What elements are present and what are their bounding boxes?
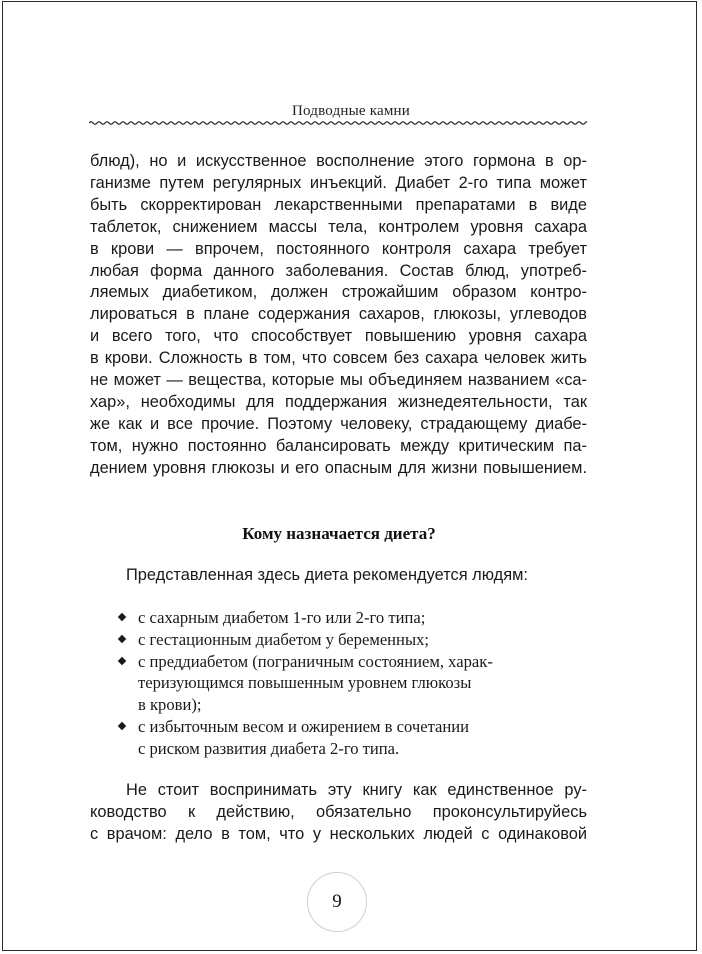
diamond-bullet-icon — [118, 635, 126, 643]
text-line: в крови — впрочем, постоянного контроля сахара требует — [90, 239, 587, 258]
text-line: Не стоит воспринимать эту книгу как единственное ру- — [126, 781, 587, 799]
page-number: 9 — [307, 872, 367, 932]
text-line: не может — вещества, которые мы объединяем названием «са- — [90, 371, 587, 390]
diamond-bullet-icon — [118, 722, 126, 730]
text-line: и всего того, что способствует повышению уровня сахара — [90, 327, 587, 346]
text-line: том, нужно постоянно балансировать между критическим па- — [90, 436, 587, 455]
text-line: ганизме путем регулярных инъекций. Диабет 2-го типа может — [90, 173, 587, 192]
running-head-title: Подводные камни — [292, 103, 410, 119]
text-line: в крови. Сложность в том, что совсем без сахара человек жить — [90, 349, 587, 368]
text-line: любая форма данного заболевания. Состав блюд, употреб- — [90, 261, 587, 280]
text-line: быть скорректирован лекарственными препаратами в виде — [90, 195, 587, 214]
text-line: ляемых диабетиком, должен строжайшим образом контро- — [90, 283, 587, 302]
text-line: же как и все прочие. Поэтому человеку, страдающему диабе- — [90, 414, 587, 433]
list-item-line: теризующимся повышенным уровнем глюкозы — [138, 673, 472, 693]
text-line: ководство к действию, обязательно проконсультируйесь — [90, 802, 587, 821]
list-item-line: с гестационным диабетом у беременных; — [138, 629, 429, 649]
diamond-bullet-icon — [118, 656, 126, 664]
list-item — [118, 607, 598, 629]
text-line: хар», необходимы для поддержания жизнедеятельности, так — [90, 392, 587, 411]
text-line: блюд), но и искусственное восполнение этого гормона в ор- — [90, 152, 587, 170]
list-item-line: с сахарным диабетом 1-го или 2-го типа; — [138, 608, 426, 627]
text-line: таблеток, снижением массы тела, контролем уровня сахара — [90, 217, 587, 236]
list-item-line: в крови); — [138, 695, 202, 715]
body-paragraph-1 — [90, 151, 587, 480]
list-item-line: с избыточным весом и ожирением в сочетании — [138, 716, 470, 736]
section-heading: Кому назначается диета? — [242, 524, 436, 543]
list-item-line: с преддиабетом (пограничным состоянием, харак- — [138, 651, 493, 671]
list-intro-text: Представленная здесь диета рекомендуется людям: — [126, 566, 528, 584]
text-line: лироваться в плане содержания сахаров, глюкозы, углеводов — [90, 305, 587, 324]
list-item — [118, 651, 598, 716]
diamond-bullet-icon — [118, 613, 126, 621]
indication-list — [118, 607, 598, 760]
list-item — [118, 716, 598, 760]
wavy-divider-rule — [89, 119, 587, 127]
text-line: с врачом: дело в том, что у нескольких людей с одинаковой — [90, 824, 587, 843]
body-paragraph-2 — [90, 780, 587, 846]
text-line: дением уровня глюкозы и его опасным для жизни повышением. — [90, 458, 587, 477]
list-item-line: с риском развития диабета 2-го типа. — [138, 738, 400, 758]
list-item — [118, 629, 598, 651]
